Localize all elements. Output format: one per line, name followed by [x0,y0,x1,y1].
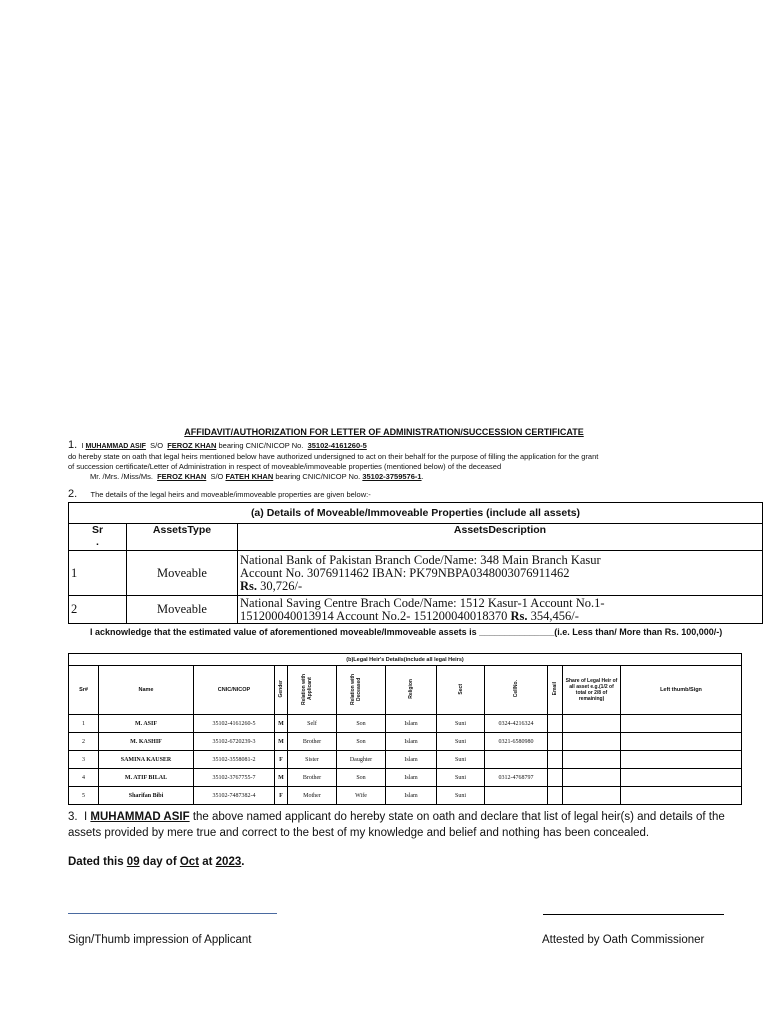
applicant-cnic: 35102-4161260-5 [307,441,367,450]
heir-rel-dec: Daughter [337,751,386,769]
heir-row [69,751,742,769]
heir-cell [485,787,548,805]
heir-thumb [621,715,742,733]
heir-cell [485,751,548,769]
deceased-cnic: 35102-3759576-1 [362,472,422,481]
para1-mr: Mr. /Mrs. /Miss/Ms. [90,472,153,481]
para2-number: 2. [68,488,78,500]
heirs-header-rel-app: Relation with Applicant [288,666,337,715]
para3-name: MUHAMMAD ASIF [90,811,190,823]
heir-religion: Islam [386,769,437,787]
heir-thumb [621,769,742,787]
para2-text: The details of the legal heirs and moveable/immoveable properties are given below:- [90,490,371,499]
heir-gender: M [275,715,288,733]
asset-row [69,551,763,596]
heir-rel-app: Sister [288,751,337,769]
heirs-header-religion: Religion [386,666,437,715]
heir-rel-app: Brother [288,733,337,751]
asset-type: Moveable [127,551,238,596]
heir-cnic: 35102-7487382-4 [194,787,275,805]
heir-email [548,733,563,751]
heir-religion: Islam [386,715,437,733]
heir-cell: 0321-6580980 [485,733,548,751]
commissioner-signature-line [543,914,724,915]
assets-table [68,502,763,624]
heir-rel-dec: Son [337,733,386,751]
para1-bearing: bearing CNIC/NICOP No. [218,441,304,450]
heirs-table [68,653,742,805]
para1-bearing2: bearing CNIC/NICOP No. [275,472,361,481]
asset-desc: National Saving Centre Brach Code/Name: 1512 Kasur-1 Account No.1- 151200040013914 Account No.2- 151200040018370 Rs. 354,456/- [238,596,763,624]
dated-end: . [241,856,245,868]
heir-email [548,769,563,787]
heir-sect: Suni [437,715,485,733]
asset-sr: 2 [69,596,127,624]
dated-mid: day of [139,856,180,868]
heir-sect: Suni [437,733,485,751]
assets-caption: (a) Details of Moveable/Immoveable Properties (include all assets) [69,503,763,524]
heir-rel-app: Self [288,715,337,733]
applicant-signature-line [68,913,277,914]
dated-day: 09 [126,856,140,868]
heir-email [548,715,563,733]
heir-sect: Suni [437,751,485,769]
heir-sr: 3 [69,751,99,769]
asset-desc: National Bank of Pakistan Branch Code/Name: 348 Main Branch Kasur Account No. 3076911462 IBAN: PK79NBPA0348003076911462 Rs. 30,726/- [238,551,763,596]
dated-prefix: Dated this [68,856,127,868]
heir-name: M. KASHIF [99,733,194,751]
dated-year: 2023 [215,856,242,868]
heir-name: M. ASIF [99,715,194,733]
heir-name: Sharifan Bibi [99,787,194,805]
heir-share [563,715,621,733]
para1-so2: S/O [210,472,224,481]
para1-i: I [81,441,84,450]
heir-name: M. ATIF BILAL [99,769,194,787]
heir-gender: M [275,769,288,787]
asset-row [69,596,763,624]
asset-sr: 1 [69,551,127,596]
heirs-header-name: Name [99,666,194,715]
paragraph-2 [68,484,371,502]
applicant-name: MUHAMMAD ASIF [85,443,146,450]
heir-row [69,787,742,805]
paragraph-1: 1. I MUHAMMAD ASIF S/O FEROZ KHAN bearing CNIC/NICOP No. 35102-4161260-5 do hereby state on oath that legal heirs mentioned below have authorized undersigned to act on their behalf for the purpose of filling the application for the grant of succession certificate/Letter of Administration in respect of moveable/immoveable properties (mentioned below) of the deceased Mr. /Mrs. /Miss/Ms. FEROZ KHAN S/O FATEH KHAN bearing CNIC/NICOP No. 35102-3759576-1. [68,440,758,482]
heir-gender: F [275,751,288,769]
heir-sr: 2 [69,733,99,751]
applicant-signature-label: Sign/Thumb impression of Applicant [68,934,252,946]
heirs-header-cell: CellNo. [485,666,548,715]
heir-rel-dec: Son [337,715,386,733]
heirs-header-sect: Sect [437,666,485,715]
heir-religion: Islam [386,787,437,805]
dated-month: Oct [179,856,200,868]
heir-rel-dec: Son [337,769,386,787]
heirs-header-share: Share of Legal Heir of all asset e.g.(1/2 of total or 2/8 of remaining) [563,666,621,715]
heir-religion: Islam [386,733,437,751]
assets-header-sr: Sr . [69,524,127,551]
heir-thumb [621,751,742,769]
heir-rel-app: Mother [288,787,337,805]
acknowledge-text: I acknowledge that the estimated value of aforementioned moveable/Immoveable assets is _______________(i.e. Less than/ More than Rs. 100,000/-) [90,627,723,637]
heir-name: SAMINA KAUSER [99,751,194,769]
heir-thumb [621,787,742,805]
heir-gender: F [275,787,288,805]
heirs-header-sr: Sr# [69,666,99,715]
asset-type: Moveable [127,596,238,624]
commissioner-signature-label: Attested by Oath Commissioner [542,934,705,946]
heir-cnic: 35102-3767755-7 [194,769,275,787]
heirs-header-rel-dec: Relation with Deceased [337,666,386,715]
heir-thumb [621,733,742,751]
heir-cnic: 35102-6720239-3 [194,733,275,751]
deceased-name: FEROZ KHAN [157,472,207,481]
heir-sr: 4 [69,769,99,787]
heir-sr: 1 [69,715,99,733]
paragraph-3 [68,809,728,841]
heir-sect: Suni [437,787,485,805]
para1-number: 1. [68,439,78,451]
assets-header-desc: AssetsDescription [238,524,763,551]
heir-share [563,733,621,751]
heir-gender: M [275,733,288,751]
para3-number: 3. [68,811,78,823]
heirs-caption: (b)Legal Heir's Details(include all legal Heirs) [69,654,742,666]
heirs-header-cnic: CNIC/NICOP [194,666,275,715]
heir-share [563,787,621,805]
heir-cell: 0312-4768797 [485,769,548,787]
heir-share [563,751,621,769]
document-title: AFFIDAVIT/AUTHORIZATION FOR LETTER OF ADMINISTRATION/SUCCESSION CERTIFICATE [184,427,584,437]
dated-at: at [199,856,216,868]
father-name: FEROZ KHAN [167,441,217,450]
para1-line2: do hereby state on oath that legal heirs mentioned below have authorized undersigned to act on their behalf for the purpose of filling the application for the grant [68,452,599,461]
assets-header-type: AssetsType [127,524,238,551]
heir-rel-dec: Wife [337,787,386,805]
heir-row [69,733,742,751]
heir-share [563,769,621,787]
heir-cell: 0324-4216324 [485,715,548,733]
heirs-header-email: Email [548,666,563,715]
heir-row [69,715,742,733]
heirs-header-gender: Gender [275,666,288,715]
para1-so: S/O [150,441,164,450]
heirs-header-thumb: Left thumb/Sign [621,666,742,715]
heir-email [548,787,563,805]
para1-line3: of succession certificate/Letter of Administration in respect of moveable/immoveable properties (mentioned below) of the deceased [68,462,502,471]
heir-religion: Islam [386,751,437,769]
heir-cnic: 35102-4161260-5 [194,715,275,733]
heir-sr: 5 [69,787,99,805]
deceased-father: FATEH KHAN [225,472,274,481]
dated-line [68,856,244,868]
heir-row [69,769,742,787]
para3-text: the above named applicant do hereby state on oath and declare that list of legal heir(s) and details of the assets provided by mere true and correct to the best of my knowledge and belief and nothing has been concealed. [68,811,725,839]
para3-i: I [83,811,88,823]
heir-email [548,751,563,769]
heir-sect: Suni [437,769,485,787]
heir-rel-app: Brother [288,769,337,787]
heir-cnic: 35102-3558081-2 [194,751,275,769]
